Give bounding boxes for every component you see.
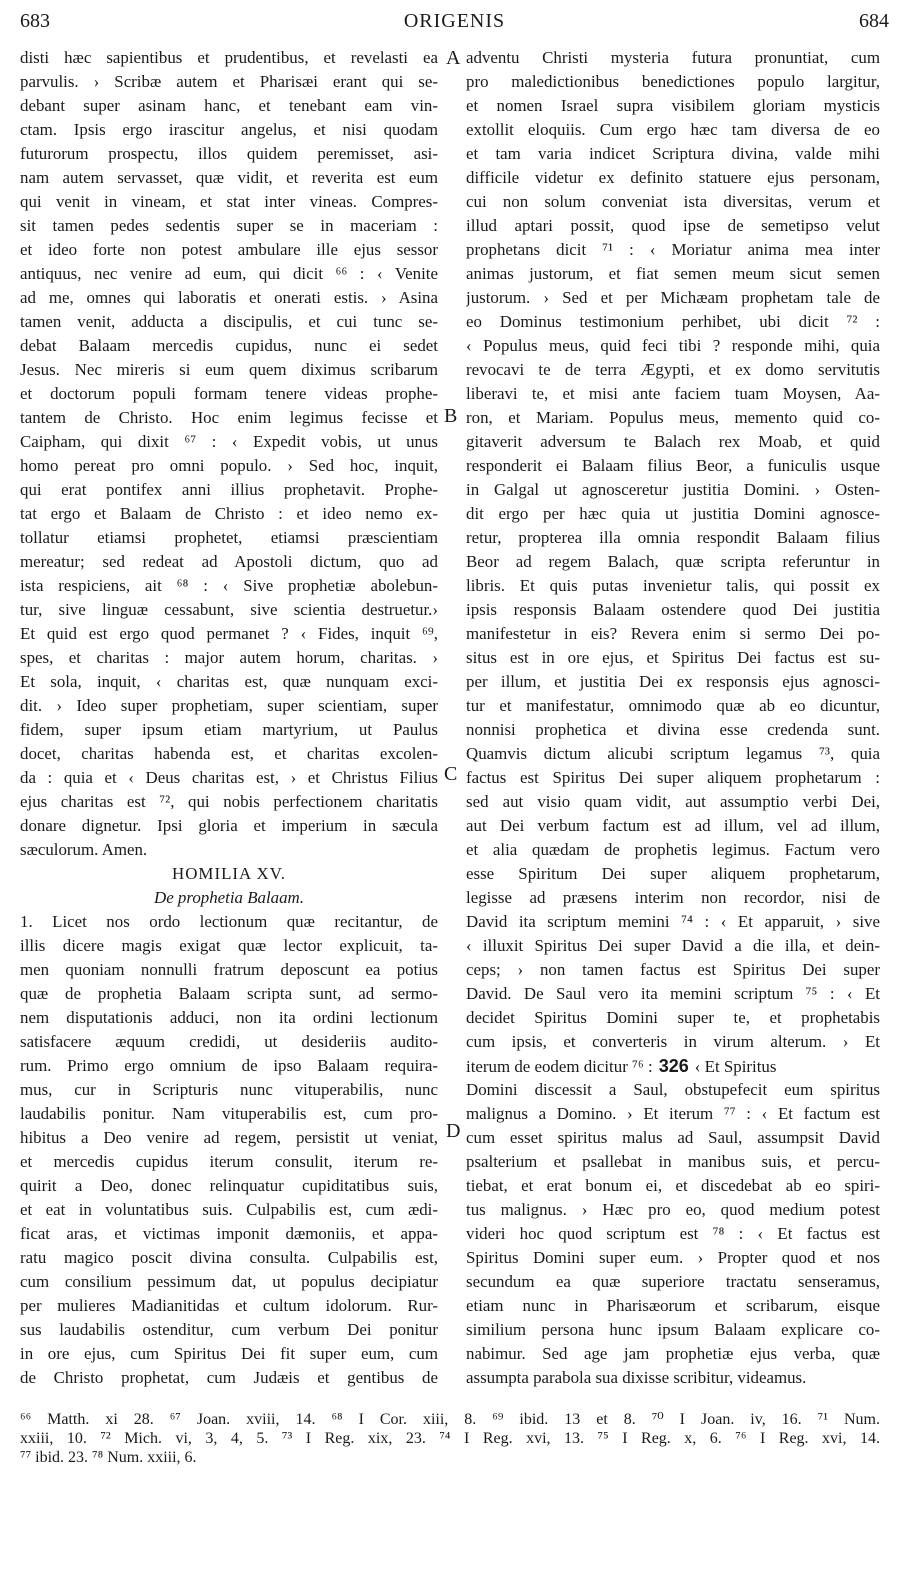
margin-marker-d: D <box>446 1120 461 1142</box>
text-line: esse Spiritum Dei super aliquem prophetarum, <box>466 864 880 883</box>
text-line: etiam nunc in Pharisæorum et scribarum, eisque <box>466 1296 880 1315</box>
text-line: sus laudabilis ostenditur, cum verbum Dei ponitur <box>20 1320 438 1339</box>
right-column <box>466 46 880 1390</box>
text-line: liberavi te, et misi ante faciem tuam Moysen, Aa- <box>466 384 880 403</box>
text-line: revocavi te de terra Ægypti, et ex domo servitutis <box>466 360 880 379</box>
text-line: cum consilium pessimum dat, ut populus decipiatur <box>20 1272 438 1291</box>
text-line: men quoniam nonnulli fratrum deposcunt ea potius <box>20 960 438 979</box>
text-line: hibitus a Deo venire ad regem, persistit ut veniat, <box>20 1128 438 1147</box>
text-line: nam autem servasset, quæ vidit, et reverita est eum <box>20 168 438 187</box>
text-line: tollatur etiamsi prophetet, etiamsi præscientiam <box>20 528 438 547</box>
text-line: nonnisi prophetica et divina esse credenda sunt. <box>466 720 880 739</box>
footnotes <box>20 1410 880 1467</box>
text-line: cui non solum conveniat ista diversitas, verum et <box>466 192 880 211</box>
text-line: similium persona hunc ipsum Balaam explicare co- <box>466 1320 880 1339</box>
text-line: responderit ei Balaam filius Beor, a funiculis usque <box>466 456 880 475</box>
text-line <box>466 1054 880 1078</box>
text-line: Quamvis dictum alicubi scriptum legamus ⁷³, quia <box>466 744 880 763</box>
text-line: homo pereat pro omni populo. › Sed hoc, inquit, <box>20 456 438 475</box>
text-line: Domini discessit a Saul, obstupefecit eum spiritus <box>466 1080 880 1099</box>
text-line: tamen venit, adducta a discipulis, et cui tunc se- <box>20 312 438 331</box>
inline-continuation: ‹ Et Spiritus <box>694 1057 777 1076</box>
text-line: donare dignetur. Ipsi gloria et imperium in sæcula <box>20 816 438 835</box>
text-line: et tam varia indicet Scriptura divina, valde mihi <box>466 144 880 163</box>
text-line: fidem, super ipsum etiam martyrium, ut Paulus <box>20 720 438 739</box>
text-line: dit ergo per hæc quia ut justitia Domini agnosce- <box>466 504 880 523</box>
text-line: nabimur. Sed age jam prophetiæ ejus verba, quæ <box>466 1344 880 1363</box>
text-line: tiebat, et erat bonum ei, et discedebat ab eo spiri- <box>466 1176 880 1195</box>
page-number-right: 684 <box>859 10 889 32</box>
text-line: per illum, et justitia Dei ex responsis ejus agnosci- <box>466 672 880 691</box>
text-line: laudabilis ponitur. Nam vituperabilis est, cum pro- <box>20 1104 438 1123</box>
text-line-main: iterum de eodem dicitur ⁷⁶ : <box>466 1057 653 1076</box>
text-line: et eat in voluntatibus suis. Culpabilis est, cum ædi- <box>20 1200 438 1219</box>
text-line: da : quia et ‹ Deus charitas est, › et Christus Filius <box>20 768 438 787</box>
text-line: Spiritus Domini super eum. › Propter quod et nos <box>466 1248 880 1267</box>
text-line: in ore ejus, cum Spiritus Dei fit super eum, cum <box>20 1344 438 1363</box>
page-number-left: 683 <box>20 10 50 32</box>
text-line: et doctorum populi formam tenere videas prophe- <box>20 384 438 403</box>
text-line: factus est Spiritus Dei super aliquem prophetarum : <box>466 768 880 787</box>
text-line: HOMILIA XV. <box>172 864 286 883</box>
text-line: malignus a Domino. › Et iterum ⁷⁷ : ‹ Et factum est <box>466 1104 880 1123</box>
text-line: pro maledictionibus benedictiones populo largitur, <box>466 72 880 91</box>
text-line: qui erat pontifex anni illius prophetavit. Prophe- <box>20 480 438 499</box>
text-line: per mulieres Madianitidas et cultum idolorum. Rur- <box>20 1296 438 1315</box>
text-line: Caipham, qui dixit ⁶⁷ : ‹ Expedit vobis, ut unus <box>20 432 438 451</box>
text-line: debant super asinam hanc, et tenebant eam vin- <box>20 96 438 115</box>
inline-page-number: 326 <box>658 1056 689 1076</box>
text-line: Jesus. Nec mireris si eum quem diximus scribarum <box>20 360 438 379</box>
text-line: decidet Spiritus Domini super te, et prophetabis <box>466 1008 880 1027</box>
text-line: et mercedis cupidus iterum consulit, iterum re- <box>20 1152 438 1171</box>
text-line: ‹ illuxit Spiritus Dei super David a die illa, et dein- <box>466 936 880 955</box>
text-line: in Galgal ut agnosceretur justitia Domini. › Osten- <box>466 480 880 499</box>
text-line: ficat aras, et victimas imponit dæmoniis, et appa- <box>20 1224 438 1243</box>
text-line: manifestetur in eis? Revera enim si sermo Dei po- <box>466 624 880 643</box>
text-line: cum ipsis, et converteris in virum alterum. › Et <box>466 1032 880 1051</box>
text-line: tur et manifestatur, omnimodo quæ ab eo dicuntur, <box>466 696 880 715</box>
text-line: nem disputationis adduci, non ita ordini lectionum <box>20 1008 438 1027</box>
text-line: illis dicere magis exigat quæ lector explicuit, ta- <box>20 936 438 955</box>
text-line: ad me, omnes qui laboratis et onerati estis. › Asina <box>20 288 438 307</box>
text-line: ista respiciens, ait ⁶⁸ : ‹ Sive prophetiæ abolebun- <box>20 576 438 595</box>
text-line: mereatur; sed redeat ad Apostoli dictum, quo ad <box>20 552 438 571</box>
text-line: De prophetia Balaam. <box>154 888 304 907</box>
text-line: debat Balaam mercedis cupidus, nunc ei sedet <box>20 336 438 355</box>
text-line: ejus charitas est ⁷², qui nobis perfectionem charitatis <box>20 792 438 811</box>
text-line: tat ergo et Balaam de Christo : et ideo nemo ex- <box>20 504 438 523</box>
text-line: videri hoc quod scriptum est ⁷⁸ : ‹ Et factus est <box>466 1224 880 1243</box>
footnote-line: ⁷⁷ ibid. 23. ⁷⁸ Num. xxiii, 6. <box>20 1449 197 1466</box>
text-line: extollit eloquiis. Cum ergo hæc tam diversa de eo <box>466 120 880 139</box>
footnote-line: xxiii, 10. ⁷² Mich. vi, 3, 4, 5. ⁷³ I Reg. xix, 23. ⁷⁴ I Reg. xvi, 13. ⁷⁵ I Reg. x, 6. ⁷⁶ I Reg. xvi, 14. <box>20 1430 880 1447</box>
text-line: mus, cur in Scripturis nunc vituperabilis, nunc <box>20 1080 438 1099</box>
left-column <box>20 46 438 1390</box>
text-line: sæculorum. Amen. <box>20 840 148 859</box>
text-line: tus malignus. › Hæc pro eo, quod medium potest <box>466 1200 880 1219</box>
text-line: de Christo prophetat, cum Judæis et gentibus de <box>20 1368 438 1387</box>
text-line: satisfacere æquum credidi, ut desideriis audito- <box>20 1032 438 1051</box>
text-line: et nomen Israel supra visibilem gloriam mysticis <box>466 96 880 115</box>
text-line: prophetans dicit ⁷¹ : ‹ Moriatur anima mea inter <box>466 240 880 259</box>
text-line: cum esset spiritus malus ad Saul, assumpsit David <box>466 1128 880 1147</box>
text-line: justorum. › Sed et per Michæam prophetam tale de <box>466 288 880 307</box>
text-line: docet, charitas habenda est, et charitas excolen- <box>20 744 438 763</box>
text-line: eo Dominus testimonium perhibet, ubi dicit ⁷² : <box>466 312 880 331</box>
text-line: ceps; › non tamen factus est Spiritus Dei super <box>466 960 880 979</box>
text-line: quirit a Deo, donec relinquatur cupiditatibus suis, <box>20 1176 438 1195</box>
text-line: disti hæc sapientibus et prudentibus, et revelasti ea <box>20 48 438 67</box>
text-line: futurorum prospectu, illos quidem peremisset, asi- <box>20 144 438 163</box>
text-line: tur, sive linguæ cessabunt, sive scientia destruetur.› <box>20 600 438 619</box>
text-line: psalterium et psallebat in manibus suis, et percu- <box>466 1152 880 1171</box>
text-line: tantem de Christo. Hoc enim legimus fecisse et <box>20 408 438 427</box>
text-line: ‹ Populus meus, quid feci tibi ? responde mihi, quia <box>466 336 880 355</box>
text-line: sed aut visio quam vidit, aut assumptio verbi Dei, <box>466 792 880 811</box>
text-line: qui venit in vineam, et stat inter vineas. Compres- <box>20 192 438 211</box>
text-line: dit. › Ideo super prophetiam, super scientiam, super <box>20 696 438 715</box>
text-line: 1. Licet nos ordo lectionum quæ recitantur, de <box>20 912 438 931</box>
text-line: animas justorum, et fiat semen meum sicut semen <box>466 264 880 283</box>
margin-marker-a: A <box>446 47 461 69</box>
text-line: David ita scriptum memini ⁷⁴ : ‹ Et apparuit, › sive <box>466 912 880 931</box>
text-line: sit tamen pedes sedentis super se in maceriam : <box>20 216 438 235</box>
text-line: ctam. Ipsis ergo irascitur angelus, et nisi quodam <box>20 120 438 139</box>
text-line: ron, et Mariam. Populus meus, memento quid co- <box>466 408 880 427</box>
text-line: legisse ad præsens interim non recordor, nisi de <box>466 888 880 907</box>
text-line: situs est in ore ejus, et Spiritus Dei factus est su- <box>466 648 880 667</box>
text-line: Et quid est ergo quod permanet ? ‹ Fides, inquit ⁶⁹, <box>20 624 438 643</box>
margin-marker-c: C <box>444 763 458 785</box>
text-line: ipsis responsis Balaam ostendere quod Dei justitia <box>466 600 880 619</box>
text-line: secundum ea quæ superiore tractatu senseramus, <box>466 1272 880 1291</box>
text-line: aut Dei verbum factum est ad illum, vel ad illum, <box>466 816 880 835</box>
text-line: David. De Saul vero ita memini scriptum ⁷⁵ : ‹ Et <box>466 984 880 1003</box>
text-line: rum. Primo ergo omnium de ipso Balaam requira- <box>20 1056 438 1075</box>
text-line: adventu Christi mysteria futura pronuntiat, cum <box>466 48 880 67</box>
text-line: gitaverit adversum te Balach rex Moab, et quid <box>466 432 880 451</box>
running-title: ORIGENIS <box>403 10 506 32</box>
text-line: et alia quædam de prophetis legimus. Factum vero <box>466 840 880 859</box>
text-line: libris. Et quis putas invenietur talis, qui possit ex <box>466 576 880 595</box>
text-line: quæ de prophetia Balaam scripta sunt, ad sermo- <box>20 984 438 1003</box>
footnote-line: ⁶⁶ Matth. xi 28. ⁶⁷ Joan. xviii, 14. ⁶⁸ I Cor. xiii, 8. ⁶⁹ ibid. 13 et 8. ⁷⁰ I Joan. iv, 16. ⁷¹ Num. <box>20 1411 880 1428</box>
text-line: illud aptari possit, quod ipse de semetipso velut <box>466 216 880 235</box>
text-line: retur, propterea illa omnia respondit Balaam filius <box>466 528 880 547</box>
text-line: assumpta parabola sua dixisse scribitur, videamus. <box>466 1368 807 1387</box>
text-line: spes, et charitas : major autem horum, charitas. › <box>20 648 438 667</box>
text-line: parvulis. › Scribæ autem et Pharisæi erant qui se- <box>20 72 438 91</box>
text-line: antiquus, nec venire ad eum, qui dicit ⁶⁶ : ‹ Venite <box>20 264 438 283</box>
text-line: et ideo forte non potest ambulare ille ejus sessor <box>20 240 438 259</box>
text-line: Et sola, inquit, ‹ charitas est, quæ nunquam exci- <box>20 672 438 691</box>
margin-marker-b: B <box>444 405 458 427</box>
text-line: ratu magico poscit divina consulta. Culpabilis est, <box>20 1248 438 1267</box>
text-line: difficile videtur ex definito statuere ejus personam, <box>466 168 880 187</box>
page-header <box>20 10 889 36</box>
text-line: Beor ad regem Balach, quæ scripta referuntur in <box>466 552 880 571</box>
